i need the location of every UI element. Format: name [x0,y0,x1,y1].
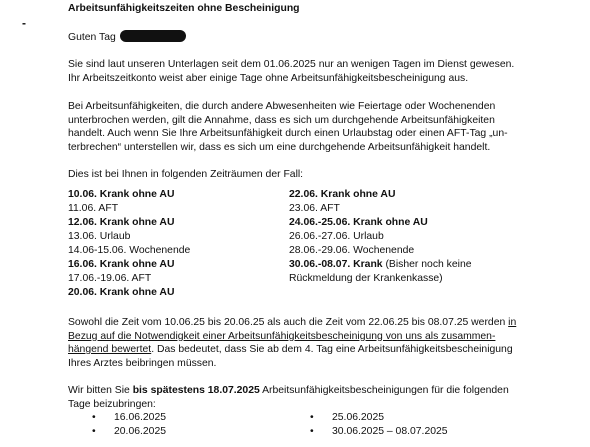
bullet-text: 30.06.2025 – 08.07.2025 [332,426,448,437]
bullet-item [92,425,166,439]
deadline-date: bis spätestens 18.07.2025 [132,385,260,396]
paragraph-3-text: Sowohl die Zeit vom 10.06.25 bis 20.06.25 als auch die Zeit vom 22.06.25 bis 08.07.25 werden [68,317,509,328]
periods-right-column [289,188,472,286]
bullet-icon: • [310,412,314,423]
period-entry: 13.06. Urlaub [68,231,131,242]
request-text: Arbeitsunfähigkeitsbescheinigungen für die folgenden [259,385,509,396]
bullet-text: 25.06.2025 [332,412,385,423]
period-entry: 14.06-15.06. Wochenende [68,245,191,256]
period-entry: 22.06. Krank ohne AU [289,189,396,200]
greeting [68,30,186,45]
paragraph-3-line-2: Bezug auf die Notwendigkeit einer Arbeitsunfähigkeitsbescheinigung von uns als zusammen- [68,330,496,342]
paragraph-3-underlined: hängend bewertet [68,344,152,355]
bullet-text: 16.06.2025 [114,412,167,423]
bullet-text: 20.06.2025 [114,426,167,437]
paragraph-3-text: . Das bedeutet, dass Sie ab dem 4. Tag eine Arbeitsunfähigkeitsbescheinigung [151,344,513,355]
period-entry-last-line-2: Rückmeldung der Krankenkasse) [289,273,443,284]
period-entry: 26.06.-27.06. Urlaub [289,231,384,242]
request-line-1 [68,384,509,398]
period-entry: 20.06. Krank ohne AU [68,287,175,298]
redacted-name [120,30,186,42]
period-entry-last [289,258,472,272]
letter-title: Arbeitsunfähigkeitszeiten ohne Bescheinigung [68,3,300,14]
bullet-icon: • [92,412,96,423]
bullet-icon: • [310,426,314,437]
paragraph-3-line-4: Ihres Arztes beibringen müssen. [68,357,217,369]
bullet-icon: • [92,426,96,437]
paragraph-2-line-3: handelt. Auch wenn Sie Ihre Arbeitsunfähigkeit durch einen Urlaubstag oder einen AFT-Tag „un- [68,128,508,139]
paragraph-2-line-4: terbrechen“ unterstellen wir, dass es sich um eine durchgehende Arbeitsunfähigkeit handelt. [68,141,491,153]
bullet-item [310,425,448,439]
paragraph-1-line-1: Sie sind laut unseren Unterlagen seit dem 01.06.2025 nur an wenigen Tagen im Dienst gewesen. [68,59,515,70]
period-entry-last-bold: 30.06.-08.07. Krank [289,259,383,270]
period-entry: 16.06. Krank ohne AU [68,259,175,270]
period-entry: 28.06.-29.06. Wochenende [289,245,415,256]
bullet-item [310,411,384,425]
greeting-text: Guten Tag [68,32,116,43]
paragraph-2-line-2: unterbrochen werden, gilt die Annahme, dass es sich um durchgehende Arbeitsunfähigkeiten [68,114,495,126]
period-entry-last-rest: (Bisher noch keine [382,259,472,270]
period-entry: 17.06.-19.06. AFT [68,273,152,284]
request-text: Wir bitten Sie [68,385,133,396]
margin-mark: - [22,16,26,30]
paragraph-3-line-1 [68,316,516,330]
paragraph-3-underlined: in [508,317,517,328]
paragraph-2-line-1: Bei Arbeitsunfähigkeiten, die durch andere Abwesenheiten wie Feiertage oder Wochenenden [68,101,496,112]
period-entry: 23.06. AFT [289,203,340,214]
paragraph-3-line-3 [68,343,513,357]
period-entry: 24.06.-25.06. Krank ohne AU [289,217,428,228]
paragraph-1-line-2: Ihr Arbeitszeitkonto weist aber einige Tage ohne Arbeitsunfähigkeitsbescheinigung aus. [68,73,469,84]
periods-left-column [68,188,190,300]
bullet-item [92,411,166,425]
period-entry: 12.06. Krank ohne AU [68,217,175,228]
request-line-2: Tage beizubringen: [68,398,156,410]
period-entry: 10.06. Krank ohne AU [68,189,175,200]
period-entry: 11.06. AFT [68,203,119,214]
periods-intro: Dies ist bei Ihnen in folgenden Zeiträumen der Fall: [68,169,304,180]
